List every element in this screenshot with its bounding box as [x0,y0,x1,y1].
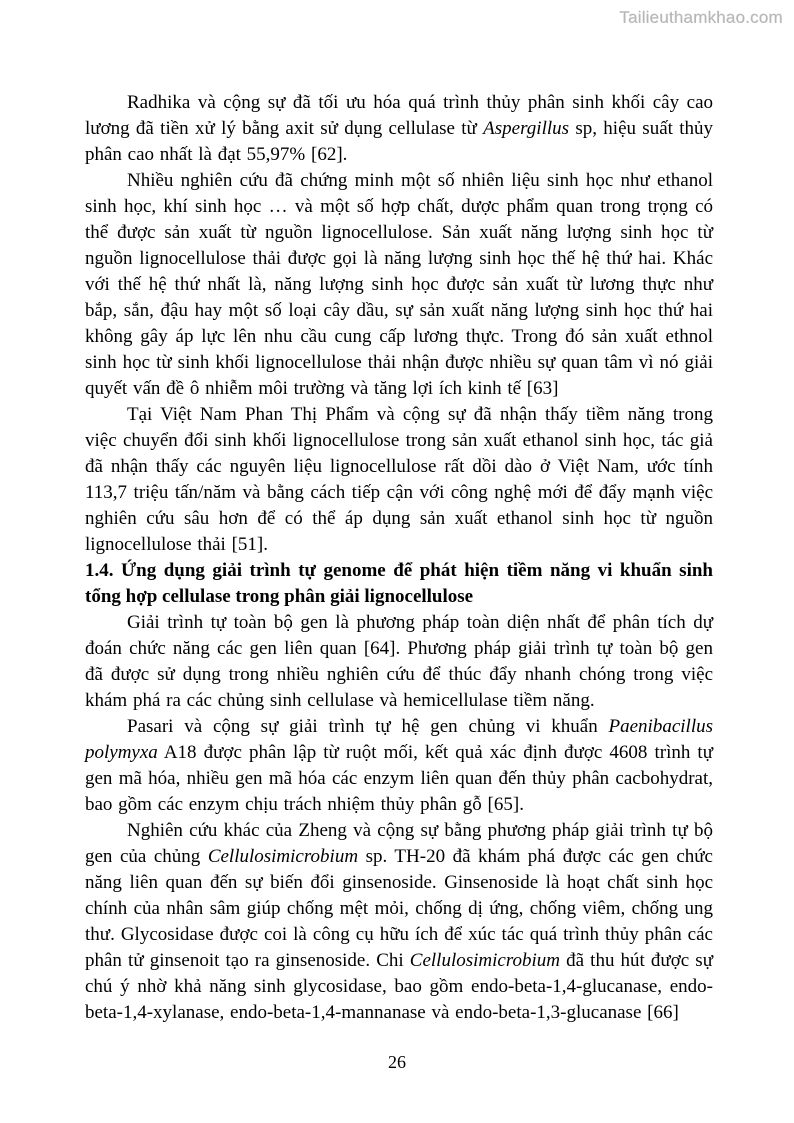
text-segment: sp. TH-20 đã khám phá được các gen chức năng liên quan đến sự biến đổi ginsenoside. Ginsenoside là hoạt chất sinh học chính của nhân sâm giúp chống mệt mỏi, chống dị ứng, chống viêm, chống ung thư. Glycosidase được coi là công cụ hữu ích để xúc tác quá trình thủy phân các phân tử ginsenoit tạo ra ginsenoside. Chi [85,846,713,971]
italic-text-segment: Paenibacillus polymyxa [85,716,713,763]
paragraph [85,168,713,402]
document-body [85,90,713,1026]
watermark: Tailieuthamkhao.com [619,8,783,27]
paragraph [85,402,713,558]
text-segment: Nhiều nghiên cứu đã chứng minh một số nhiên liệu sinh học như ethanol sinh học, khí sinh học … và một số hợp chất, dược phẩm quan trong trọng có thể được sản xuất từ nguồn lignocellulose. Sản xuất năng lượng sinh học từ nguồn lignocellulose thải được gọi là năng lượng sinh học thế hệ thứ hai. Khác với thế hệ thứ nhất là, năng lượng sinh học được sản xuất từ lương thực như bắp, sắn, đậu hay một số loại cây dầu, sự sản xuất năng lượng sinh học thứ hai không gây áp lực lên nhu cầu cung cấp lương thực. Trong đó sản xuất ethnol sinh học từ sinh khối lignocellulose thải nhận được nhiều sự quan tâm vì nó giải quyết vấn đề ô nhiễm môi trường và tăng lợi ích kinh tế [63] [85,170,713,399]
paragraph [85,90,713,168]
text-segment: đã thu hút được sự chú ý nhờ khả năng sinh glycosidase, bao gồm endo-beta-1,4-glucanase, endo-beta-1,4-xylanase, endo-beta-1,4-mannanase và endo-beta-1,3-glucanase [66] [85,950,713,1023]
text-segment: 1.4. Ứng dụng giải trình tự genome để phát hiện tiềm năng vi khuẩn sinh tổng hợp cellulase trong phân giải lignocellulose [85,560,713,607]
text-segment: Radhika và cộng sự đã tối ưu hóa quá trình thủy phân sinh khối cây cao lương đã tiền xử lý bằng axit sử dụng cellulase từ [85,92,713,139]
paragraph [85,714,713,818]
text-segment: sp, hiệu suất thủy phân cao nhất là đạt 55,97% [62]. [85,118,714,165]
text-segment: A18 được phân lập từ ruột mối, kết quả xác định được 4608 trình tự gen mã hóa, nhiều gen mã hóa các enzym liên quan đến thủy phân cacbohydrat, bao gồm các enzym chịu trách nhiệm thủy phân gỗ [65]. [85,742,713,815]
text-segment: Giải trình tự toàn bộ gen là phương pháp toàn diện nhất để phân tích dự đoán chức năng các gen liên quan [64]. Phương pháp giải trình tự toàn bộ gen đã được sử dụng trong nhiều nghiên cứu để thúc đẩy nhanh chóng trong việc khám phá ra các chủng sinh cellulase và hemicellulase tiềm năng. [85,612,713,711]
text-segment: Pasari và cộng sự giải trình tự hệ gen chủng vi khuẩn [127,716,609,737]
text-segment: Nghiên cứu khác của Zheng và cộng sự bằng phương pháp giải trình tự bộ gen của chủng [85,820,713,867]
paragraph [85,818,713,1026]
paragraph [85,610,713,714]
text-segment: Tại Việt Nam Phan Thị Phẩm và cộng sự đã nhận thấy tiềm năng trong việc chuyển đổi sinh khối lignocellulose trong sản xuất ethanol sinh học, tác giả đã nhận thấy các nguyên liệu lignocellulose rất dồi dào ở Việt Nam, ước tính 113,7 triệu tấn/năm và bằng cách tiếp cận với công nghệ mới để đẩy mạnh việc nghiên cứu sâu hơn để có thể áp dụng sản xuất ethanol sinh học từ nguồn lignocellulose thải [51]. [85,404,713,555]
italic-text-segment: Cellulosimicrobium [409,950,561,971]
italic-text-segment: Cellulosimicrobium [207,846,359,867]
section-heading [85,558,713,610]
page-number: 26 [388,1052,406,1072]
italic-text-segment: Aspergillus [483,118,570,139]
